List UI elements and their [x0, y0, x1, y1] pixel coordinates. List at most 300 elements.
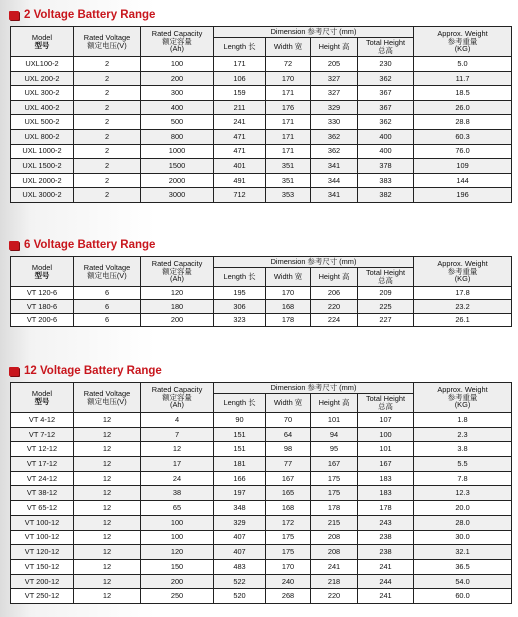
- cell-voltage: 12: [74, 486, 141, 501]
- cell-total-height: 100: [358, 427, 414, 442]
- header-rated-voltage: [74, 257, 141, 287]
- table-row: [11, 57, 512, 72]
- cell-height: 362: [311, 144, 358, 159]
- cell-total-height: 183: [358, 486, 414, 501]
- cell-voltage: 12: [74, 442, 141, 457]
- cell-capacity: 65: [141, 501, 214, 516]
- cell-total-height: 400: [358, 144, 414, 159]
- header-width: Width 宽: [266, 394, 311, 413]
- header-capacity-zh: 额定容量: [162, 392, 192, 402]
- cell-capacity: 250: [141, 589, 214, 604]
- cell-height: 167: [311, 457, 358, 472]
- cell-model: VT 100-12: [11, 530, 74, 545]
- header-voltage-en: Rated Voltage: [83, 262, 131, 272]
- cell-voltage: 2: [74, 129, 141, 144]
- table-row: [11, 71, 512, 86]
- table-row: [11, 129, 512, 144]
- cell-capacity: 150: [141, 559, 214, 574]
- cell-length: 166: [214, 471, 266, 486]
- table-row: [11, 471, 512, 486]
- cell-capacity: 17: [141, 457, 214, 472]
- cell-total-height: 362: [358, 71, 414, 86]
- cell-width: 268: [266, 589, 311, 604]
- cell-width: 64: [266, 427, 311, 442]
- cell-length: 195: [214, 287, 266, 300]
- cell-model: VT 38-12: [11, 486, 74, 501]
- header-length: Length 长: [214, 268, 266, 287]
- header-model-en: Model: [31, 32, 53, 42]
- cell-capacity: 120: [141, 545, 214, 560]
- cell-capacity: 200: [141, 313, 214, 326]
- cell-voltage: 12: [74, 471, 141, 486]
- cell-total-height: 378: [358, 159, 414, 174]
- cell-model: UXL 3000-2: [11, 188, 74, 203]
- cell-total-height: 225: [358, 300, 414, 313]
- cell-voltage: 12: [74, 515, 141, 530]
- cell-voltage: 12: [74, 574, 141, 589]
- section-title-6v: [9, 239, 155, 251]
- header-capacity-unit: (Ah): [170, 44, 184, 54]
- cell-length: 197: [214, 486, 266, 501]
- header-capacity-en: Rated Capacity: [151, 258, 203, 268]
- cell-capacity: 38: [141, 486, 214, 501]
- cell-weight: 7.8: [414, 471, 512, 486]
- header-weight-en: Approx. Weight: [437, 28, 488, 38]
- bullet-square-icon: [9, 11, 19, 20]
- table-row: [11, 486, 512, 501]
- table-row: [11, 287, 512, 300]
- header-model: [11, 257, 74, 287]
- cell-width: 72: [266, 57, 311, 72]
- cell-capacity: 500: [141, 115, 214, 130]
- cell-width: 353: [266, 188, 311, 203]
- cell-width: 70: [266, 413, 311, 428]
- cell-model: VT 250-12: [11, 589, 74, 604]
- cell-length: 151: [214, 427, 266, 442]
- cell-voltage: 2: [74, 188, 141, 203]
- cell-capacity: 300: [141, 86, 214, 101]
- header-weight-zh: 参考重量: [447, 266, 478, 276]
- cell-voltage: 2: [74, 173, 141, 188]
- cell-weight: 60.0: [414, 589, 512, 604]
- cell-weight: 20.0: [414, 501, 512, 516]
- cell-weight: 196: [414, 188, 512, 203]
- cell-model: VT 150-12: [11, 559, 74, 574]
- header-model-zh: 型号: [34, 270, 50, 280]
- cell-length: 306: [214, 300, 266, 313]
- cell-voltage: 12: [74, 427, 141, 442]
- cell-height: 327: [311, 86, 358, 101]
- cell-capacity: 2000: [141, 173, 214, 188]
- cell-voltage: 2: [74, 144, 141, 159]
- cell-weight: 17.8: [414, 287, 512, 300]
- cell-voltage: 2: [74, 86, 141, 101]
- cell-width: 168: [266, 300, 311, 313]
- cell-voltage: 6: [74, 300, 141, 313]
- table-row: [11, 515, 512, 530]
- cell-length: 151: [214, 442, 266, 457]
- cell-total-height: 400: [358, 129, 414, 144]
- cell-model: UXL100-2: [11, 57, 74, 72]
- header-height: Height 高: [311, 394, 358, 413]
- header-model-en: Model: [31, 388, 53, 398]
- cell-width: 168: [266, 501, 311, 516]
- header-weight: [414, 383, 512, 413]
- header-row: [11, 27, 512, 38]
- header-total-height: [358, 38, 414, 57]
- cell-height: 175: [311, 486, 358, 501]
- cell-weight: 1.8: [414, 413, 512, 428]
- header-rated-voltage: [74, 383, 141, 413]
- cell-height: 208: [311, 530, 358, 545]
- header-total-height-zh: 总高: [378, 46, 393, 55]
- cell-width: 165: [266, 486, 311, 501]
- cell-length: 106: [214, 71, 266, 86]
- cell-width: 77: [266, 457, 311, 472]
- header-weight: [414, 257, 512, 287]
- cell-weight: 11.7: [414, 71, 512, 86]
- cell-capacity: 3000: [141, 188, 214, 203]
- cell-width: 175: [266, 530, 311, 545]
- cell-height: 220: [311, 300, 358, 313]
- header-weight-zh: 参考重量: [447, 392, 478, 402]
- cell-capacity: 800: [141, 129, 214, 144]
- cell-total-height: 183: [358, 471, 414, 486]
- battery-table-6v: [10, 256, 512, 327]
- table-row: [11, 115, 512, 130]
- cell-voltage: 2: [74, 159, 141, 174]
- cell-total-height: 367: [358, 86, 414, 101]
- cell-width: 167: [266, 471, 311, 486]
- cell-height: 341: [311, 159, 358, 174]
- cell-model: UXL 1500-2: [11, 159, 74, 174]
- header-total-height: [358, 394, 414, 413]
- section-title-text: 12 Voltage Battery Range: [24, 365, 162, 377]
- cell-height: 175: [311, 471, 358, 486]
- cell-length: 241: [214, 115, 266, 130]
- cell-height: 330: [311, 115, 358, 130]
- table-row: [11, 530, 512, 545]
- cell-model: VT 200-6: [11, 313, 74, 326]
- cell-width: 171: [266, 144, 311, 159]
- cell-width: 175: [266, 545, 311, 560]
- cell-weight: 36.5: [414, 559, 512, 574]
- cell-model: UXL 400-2: [11, 100, 74, 115]
- cell-weight: 76.0: [414, 144, 512, 159]
- cell-total-height: 167: [358, 457, 414, 472]
- cell-capacity: 100: [141, 57, 214, 72]
- cell-model: VT 12-12: [11, 442, 74, 457]
- cell-voltage: 12: [74, 501, 141, 516]
- section-title-2v: [9, 9, 155, 21]
- battery-table-2v: [10, 26, 512, 203]
- header-total-height-en: Total Height: [365, 268, 406, 278]
- cell-height: 215: [311, 515, 358, 530]
- header-weight-unit: (KG): [454, 274, 471, 284]
- cell-length: 712: [214, 188, 266, 203]
- cell-capacity: 4: [141, 413, 214, 428]
- cell-voltage: 6: [74, 313, 141, 326]
- cell-model: UXL 200-2: [11, 71, 74, 86]
- cell-weight: 144: [414, 173, 512, 188]
- cell-weight: 60.3: [414, 129, 512, 144]
- cell-voltage: 12: [74, 589, 141, 604]
- cell-length: 520: [214, 589, 266, 604]
- header-width: Width 宽: [266, 38, 311, 57]
- cell-total-height: 241: [358, 559, 414, 574]
- cell-total-height: 362: [358, 115, 414, 130]
- header-length: Length 长: [214, 394, 266, 413]
- cell-weight: 32.1: [414, 545, 512, 560]
- cell-height: 241: [311, 559, 358, 574]
- cell-total-height: 230: [358, 57, 414, 72]
- cell-length: 90: [214, 413, 266, 428]
- table-row: [11, 457, 512, 472]
- section-title-12v: [9, 365, 162, 377]
- cell-width: 351: [266, 173, 311, 188]
- cell-model: VT 180-6: [11, 300, 74, 313]
- header-width: Width 宽: [266, 268, 311, 287]
- header-total-height: [358, 268, 414, 287]
- cell-model: UXL 300-2: [11, 86, 74, 101]
- cell-capacity: 180: [141, 300, 214, 313]
- cell-width: 178: [266, 313, 311, 326]
- header-voltage-en: Rated Voltage: [83, 32, 131, 42]
- cell-voltage: 2: [74, 71, 141, 86]
- header-total-height-zh: 总高: [378, 276, 393, 285]
- cell-width: 240: [266, 574, 311, 589]
- table-row: [11, 442, 512, 457]
- header-rated-capacity: [141, 383, 214, 413]
- table-row: [11, 159, 512, 174]
- battery-table-12v: [10, 382, 512, 604]
- header-height: Height 高: [311, 38, 358, 57]
- cell-voltage: 12: [74, 530, 141, 545]
- cell-length: 407: [214, 545, 266, 560]
- cell-weight: 26.0: [414, 100, 512, 115]
- cell-length: 211: [214, 100, 266, 115]
- cell-capacity: 120: [141, 287, 214, 300]
- cell-width: 171: [266, 86, 311, 101]
- cell-voltage: 6: [74, 287, 141, 300]
- cell-model: VT 120-12: [11, 545, 74, 560]
- cell-capacity: 24: [141, 471, 214, 486]
- cell-width: 170: [266, 71, 311, 86]
- cell-model: VT 24-12: [11, 471, 74, 486]
- header-model-en: Model: [31, 262, 53, 272]
- cell-voltage: 2: [74, 100, 141, 115]
- header-voltage-zh: 额定电压(V): [87, 396, 127, 406]
- cell-height: 218: [311, 574, 358, 589]
- cell-height: 178: [311, 501, 358, 516]
- table-row: [11, 86, 512, 101]
- cell-length: 483: [214, 559, 266, 574]
- cell-weight: 28.0: [414, 515, 512, 530]
- header-total-height-zh: 总高: [378, 402, 393, 411]
- header-row: [11, 383, 512, 394]
- cell-length: 348: [214, 501, 266, 516]
- cell-weight: 28.8: [414, 115, 512, 130]
- cell-voltage: 2: [74, 115, 141, 130]
- cell-length: 171: [214, 57, 266, 72]
- table-row: [11, 574, 512, 589]
- cell-weight: 5.0: [414, 57, 512, 72]
- cell-height: 208: [311, 545, 358, 560]
- header-height: Height 高: [311, 268, 358, 287]
- cell-height: 206: [311, 287, 358, 300]
- header-rated-voltage: [74, 27, 141, 57]
- cell-capacity: 100: [141, 515, 214, 530]
- cell-model: UXL 800-2: [11, 129, 74, 144]
- cell-capacity: 7: [141, 427, 214, 442]
- cell-width: 98: [266, 442, 311, 457]
- section-title-text: 2 Voltage Battery Range: [24, 9, 156, 21]
- header-capacity-zh: 额定容量: [162, 266, 192, 276]
- cell-capacity: 1000: [141, 144, 214, 159]
- bullet-square-icon: [9, 241, 19, 250]
- table-row: [11, 100, 512, 115]
- header-voltage-zh: 额定电压(V): [87, 270, 127, 280]
- header-dimension: Dimension 参考尺寸 (mm): [214, 27, 414, 38]
- cell-length: 471: [214, 129, 266, 144]
- cell-height: 95: [311, 442, 358, 457]
- cell-total-height: 178: [358, 501, 414, 516]
- header-weight-en: Approx. Weight: [437, 384, 488, 394]
- table-row: [11, 300, 512, 313]
- header-total-height-en: Total Height: [365, 38, 406, 48]
- header-capacity-en: Rated Capacity: [151, 28, 203, 38]
- cell-model: UXL 1000-2: [11, 144, 74, 159]
- cell-total-height: 367: [358, 100, 414, 115]
- cell-height: 205: [311, 57, 358, 72]
- cell-weight: 30.0: [414, 530, 512, 545]
- cell-height: 344: [311, 173, 358, 188]
- cell-total-height: 227: [358, 313, 414, 326]
- cell-weight: 3.8: [414, 442, 512, 457]
- cell-total-height: 209: [358, 287, 414, 300]
- header-row: [11, 257, 512, 268]
- cell-model: VT 200-12: [11, 574, 74, 589]
- cell-capacity: 100: [141, 530, 214, 545]
- table-row: [11, 188, 512, 203]
- cell-length: 159: [214, 86, 266, 101]
- cell-weight: 26.1: [414, 313, 512, 326]
- header-rated-capacity: [141, 257, 214, 287]
- header-weight: [414, 27, 512, 57]
- cell-weight: 18.5: [414, 86, 512, 101]
- cell-length: 471: [214, 144, 266, 159]
- header-weight-unit: (KG): [454, 44, 471, 54]
- cell-total-height: 107: [358, 413, 414, 428]
- cell-total-height: 244: [358, 574, 414, 589]
- cell-model: UXL 500-2: [11, 115, 74, 130]
- cell-length: 522: [214, 574, 266, 589]
- cell-voltage: 12: [74, 559, 141, 574]
- cell-width: 171: [266, 115, 311, 130]
- cell-length: 491: [214, 173, 266, 188]
- header-rated-capacity: [141, 27, 214, 57]
- cell-capacity: 1500: [141, 159, 214, 174]
- cell-model: VT 7-12: [11, 427, 74, 442]
- header-weight-zh: 参考重量: [447, 36, 478, 46]
- cell-length: 401: [214, 159, 266, 174]
- header-length: Length 长: [214, 38, 266, 57]
- cell-voltage: 12: [74, 413, 141, 428]
- header-model: [11, 27, 74, 57]
- header-dimension: Dimension 参考尺寸 (mm): [214, 257, 414, 268]
- cell-height: 341: [311, 188, 358, 203]
- table-row: [11, 559, 512, 574]
- cell-width: 351: [266, 159, 311, 174]
- cell-height: 94: [311, 427, 358, 442]
- header-capacity-unit: (Ah): [170, 274, 184, 284]
- header-voltage-zh: 额定电压(V): [87, 40, 127, 50]
- header-weight-unit: (KG): [454, 400, 471, 410]
- cell-total-height: 382: [358, 188, 414, 203]
- cell-height: 327: [311, 71, 358, 86]
- cell-weight: 23.2: [414, 300, 512, 313]
- cell-model: VT 4-12: [11, 413, 74, 428]
- cell-height: 362: [311, 129, 358, 144]
- cell-capacity: 200: [141, 71, 214, 86]
- cell-weight: 5.5: [414, 457, 512, 472]
- header-model: [11, 383, 74, 413]
- cell-height: 220: [311, 589, 358, 604]
- bullet-square-icon: [9, 367, 19, 376]
- header-voltage-en: Rated Voltage: [83, 388, 131, 398]
- cell-width: 172: [266, 515, 311, 530]
- cell-weight: 109: [414, 159, 512, 174]
- table-row: [11, 589, 512, 604]
- cell-length: 181: [214, 457, 266, 472]
- cell-height: 224: [311, 313, 358, 326]
- cell-capacity: 200: [141, 574, 214, 589]
- header-model-zh: 型号: [34, 40, 50, 50]
- cell-model: VT 100-12: [11, 515, 74, 530]
- section-title-text: 6 Voltage Battery Range: [24, 239, 156, 251]
- header-weight-en: Approx. Weight: [437, 258, 488, 268]
- cell-weight: 12.3: [414, 486, 512, 501]
- cell-weight: 54.0: [414, 574, 512, 589]
- header-model-zh: 型号: [34, 396, 50, 406]
- cell-total-height: 238: [358, 530, 414, 545]
- cell-total-height: 101: [358, 442, 414, 457]
- cell-height: 329: [311, 100, 358, 115]
- cell-height: 101: [311, 413, 358, 428]
- cell-width: 176: [266, 100, 311, 115]
- cell-width: 171: [266, 129, 311, 144]
- cell-model: UXL 2000-2: [11, 173, 74, 188]
- cell-length: 329: [214, 515, 266, 530]
- cell-capacity: 400: [141, 100, 214, 115]
- header-total-height-en: Total Height: [365, 394, 406, 404]
- cell-width: 170: [266, 559, 311, 574]
- header-capacity-zh: 额定容量: [162, 36, 192, 46]
- table-row: [11, 501, 512, 516]
- header-capacity-unit: (Ah): [170, 400, 184, 410]
- cell-length: 407: [214, 530, 266, 545]
- cell-width: 170: [266, 287, 311, 300]
- header-capacity-en: Rated Capacity: [151, 384, 203, 394]
- cell-voltage: 12: [74, 457, 141, 472]
- cell-model: VT 120-6: [11, 287, 74, 300]
- cell-total-height: 383: [358, 173, 414, 188]
- table-row: [11, 313, 512, 326]
- cell-voltage: 12: [74, 545, 141, 560]
- table-row: [11, 427, 512, 442]
- cell-model: VT 65-12: [11, 501, 74, 516]
- cell-total-height: 243: [358, 515, 414, 530]
